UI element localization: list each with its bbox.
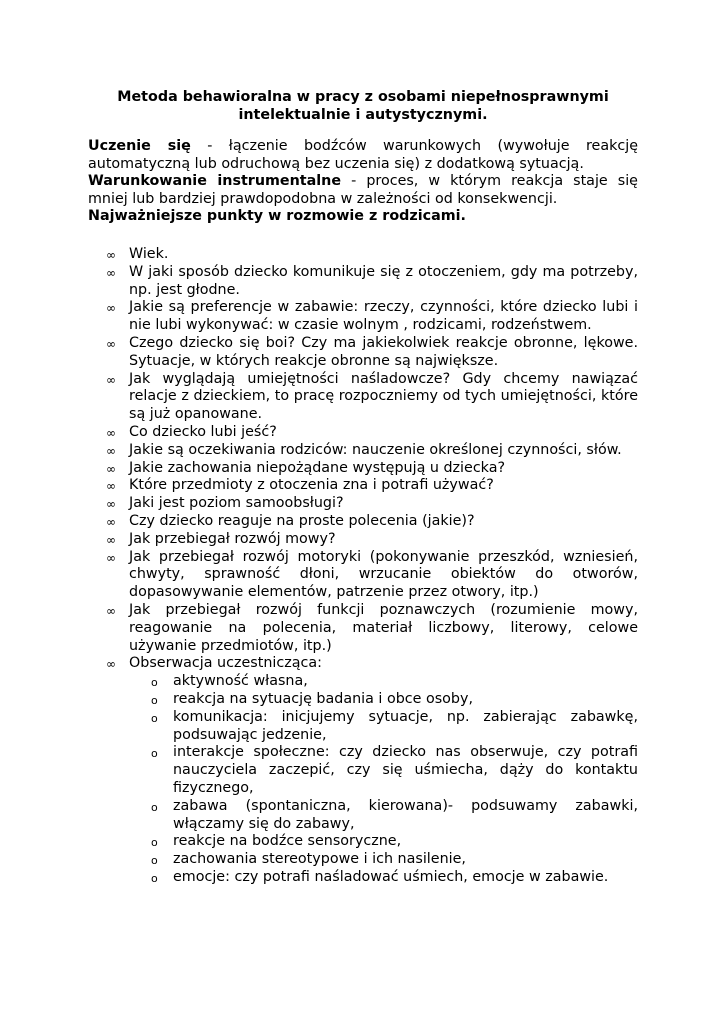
document-title bbox=[90, 88, 636, 124]
list-item: ∞ Jakie są oczekiwania rodziców: nauczenie określonej czynności, słów. bbox=[88, 442, 638, 460]
title-line-2: intelektualnie i autystycznymi. bbox=[238, 107, 488, 123]
definition-learning bbox=[88, 138, 638, 173]
infinity-bullet-icon: ∞ bbox=[106, 265, 116, 280]
infinity-bullet-icon: ∞ bbox=[106, 443, 116, 458]
definition-term: Uczenie się bbox=[88, 138, 191, 154]
list-item: ∞ Jaki jest poziom samoobsługi? bbox=[88, 495, 638, 513]
list-item: ∞ Czego dziecko się boi? Czy ma jakiekolwiek reakcje obronne, lękowe. Sytuacje, w których reakcje obronne są największe. bbox=[106, 334, 638, 369]
list-item: ∞ Wiek. bbox=[88, 246, 638, 264]
infinity-bullet-icon: ∞ bbox=[106, 497, 116, 512]
infinity-bullet-icon: ∞ bbox=[106, 550, 116, 565]
observation-sublist bbox=[129, 673, 638, 887]
list-item: ∞ Jakie są preferencje w zabawie: rzeczy, czynności, które dziecko lubi i nie lubi wykonywać: w czasie wolnym , rodzicami, rodzeństwem. bbox=[106, 299, 638, 334]
list-item: ∞ Jakie zachowania niepożądane występują u dziecka? bbox=[88, 460, 638, 478]
circle-bullet-icon: o bbox=[151, 871, 158, 885]
infinity-bullet-icon: ∞ bbox=[106, 372, 116, 387]
infinity-bullet-icon: ∞ bbox=[106, 336, 116, 351]
circle-bullet-icon: o bbox=[151, 676, 158, 690]
infinity-bullet-icon: ∞ bbox=[106, 248, 116, 262]
sub-list-item: o komunikacja: inicjujemy sytuacje, np. zabierając zabawkę, podsuwając jedzenie, bbox=[151, 708, 638, 743]
section-heading: Najważniejsze punkty w rozmowie z rodzicami. bbox=[88, 208, 466, 224]
sub-list-item: o zabawa (spontaniczna, kierowana)- podsuwamy zabawki, włączamy się do zabawy, bbox=[151, 797, 638, 832]
circle-bullet-icon: o bbox=[151, 854, 158, 868]
list-item: ∞ Jak wyglądają umiejętności naśladowcze? Gdy chcemy nawiązać relacje z dzieckiem, to pracę rozpoczniemy od tych umiejętności, które są już opanowane. bbox=[106, 370, 638, 423]
list-item: ∞ Jak przebiegał rozwój motoryki (pokonywanie przeszkód, wzniesień, chwyty, sprawność dłoni, wrzucanie obiektów do otworów, dopasowywanie elementów, patrzenie przez otwory, itp.) bbox=[106, 548, 638, 601]
infinity-bullet-icon: ∞ bbox=[106, 301, 116, 316]
sub-list-item: o interakcje społeczne: czy dziecko nas obserwuje, czy potrafi nauczyciela zaczepić, czy się uśmiecha, dąży do kontaktu fizycznego, bbox=[151, 744, 638, 796]
infinity-bullet-icon: ∞ bbox=[106, 657, 116, 672]
intro-section bbox=[88, 138, 638, 226]
infinity-bullet-icon: ∞ bbox=[106, 603, 116, 618]
list-item: ∞ Jak przebiegał rozwój mowy? bbox=[88, 531, 638, 549]
list-item: ∞ Obserwacja uczestnicząca: o aktywność własna, o reakcja na sytuację badania i obce osoby, o komunikacja: inicjujemy sytuacje, np. zabierając zabawkę, podsuwając jedzenie, o interakcje społeczne: czy dziecko nas obserwuje, czy potrafi nauczyciela zaczepić, czy się uśmiecha, dąży do kontaktu fizycznego, o zabawa (spontaniczna, kierowana)- podsuwamy zabawki, włączamy się do zabawy, o reakcje na bodźce sensoryczne, o zachowania stereotypowe i ich nasilenie, o emocje: czy potrafi naśladować uśmiech, emocje w zabawie. bbox=[88, 655, 638, 886]
definition-term: Warunkowanie instrumentalne bbox=[88, 173, 342, 189]
circle-bullet-icon: o bbox=[151, 711, 158, 725]
list-item: ∞ Czy dziecko reaguje na proste polecenia (jakie)? bbox=[88, 513, 638, 531]
interview-points-list bbox=[88, 246, 638, 887]
sub-list-item: o aktywność własna, bbox=[129, 673, 638, 691]
definition-conditioning bbox=[88, 173, 638, 208]
sub-list-item: o zachowania stereotypowe i ich nasilenie, bbox=[129, 851, 638, 869]
infinity-bullet-icon: ∞ bbox=[106, 461, 116, 476]
list-item: ∞ Co dziecko lubi jeść? bbox=[88, 424, 638, 442]
infinity-bullet-icon: ∞ bbox=[106, 479, 116, 494]
circle-bullet-icon: o bbox=[151, 800, 158, 814]
circle-bullet-icon: o bbox=[151, 693, 158, 707]
list-item: ∞ W jaki sposób dziecko komunikuje się z otoczeniem, gdy ma potrzeby, np. jest głodne. bbox=[106, 263, 638, 298]
sub-list-item: o emocje: czy potrafi naśladować uśmiech, emocje w zabawie. bbox=[129, 869, 638, 887]
infinity-bullet-icon: ∞ bbox=[106, 532, 116, 547]
definition-text: - łączenie bodźców warunkowych (wywołuje reakcję automatyczną lub odruchową bez uczenia się) z dodatkową sytuacją. bbox=[88, 138, 638, 172]
sub-list-item: o reakcje na bodźce sensoryczne, bbox=[129, 833, 638, 851]
circle-bullet-icon: o bbox=[151, 836, 158, 850]
list-item: ∞ Jak przebiegał rozwój funkcji poznawczych (rozumienie mowy, reagowanie na polecenia, materiał liczbowy, literowy, celowe używanie przedmiotów, itp.) bbox=[106, 601, 638, 654]
infinity-bullet-icon: ∞ bbox=[106, 425, 116, 440]
infinity-bullet-icon: ∞ bbox=[106, 514, 116, 529]
sub-list-item: o reakcja na sytuację badania i obce osoby, bbox=[129, 691, 638, 709]
list-item: ∞ Które przedmioty z otoczenia zna i potrafi używać? bbox=[88, 477, 638, 495]
circle-bullet-icon: o bbox=[151, 747, 158, 761]
title-line-1: Metoda behawioralna w pracy z osobami niepełnosprawnymi bbox=[117, 89, 609, 105]
definition-text: - proces, w którym reakcja staje się mniej lub bardziej prawdopodobna w zależności od konsekwencji. bbox=[88, 173, 638, 207]
